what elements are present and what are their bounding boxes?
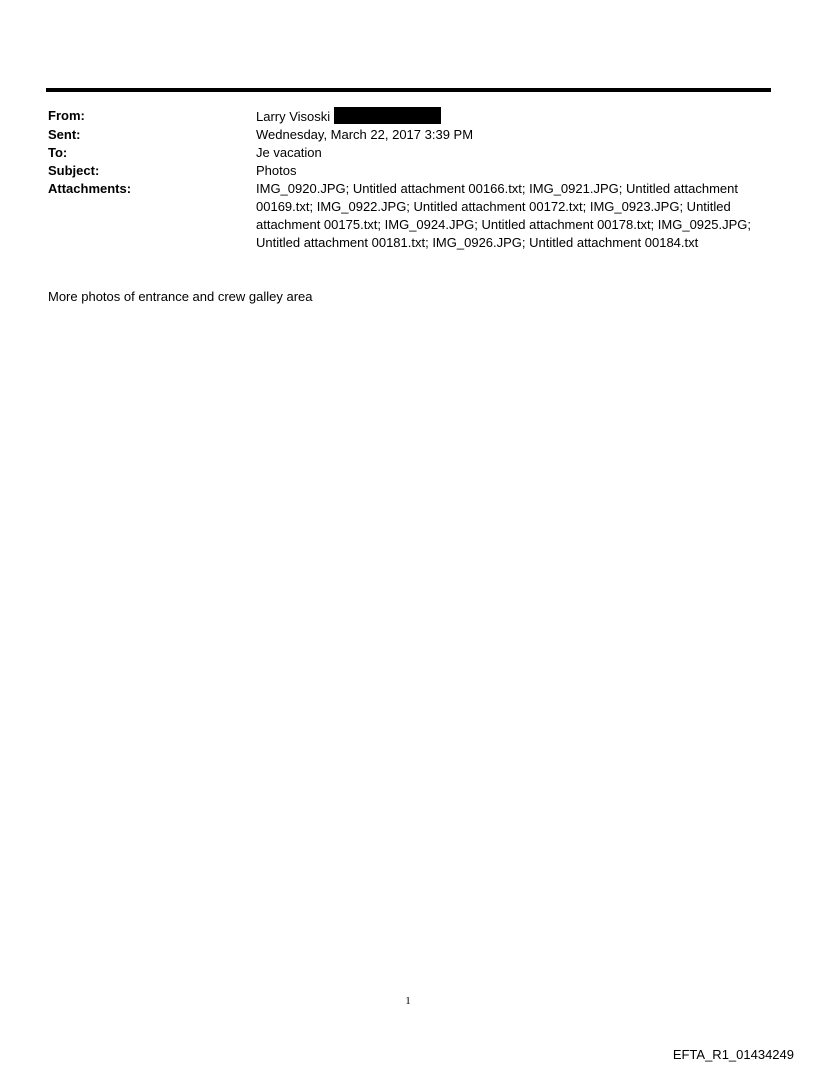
redaction-box <box>334 107 441 124</box>
from-value: Larry Visoski <box>256 109 331 124</box>
attachments-row <box>48 180 768 252</box>
page-number: 1 <box>405 995 411 1007</box>
subject-label: Subject: <box>48 163 100 178</box>
attachments-line: IMG_0920.JPG; Untitled attachment 00166.txt; IMG_0921.JPG; Untitled attachment <box>256 181 738 196</box>
from-label: From: <box>48 108 85 123</box>
subject-row <box>48 162 768 180</box>
to-row <box>48 144 768 162</box>
header-divider <box>46 88 771 92</box>
attachments-line: Untitled attachment 00181.txt; IMG_0926.JPG; Untitled attachment 00184.txt <box>256 235 699 250</box>
sent-row <box>48 126 768 144</box>
attachments-line: attachment 00175.txt; IMG_0924.JPG; Untitled attachment 00178.txt; IMG_0925.JPG; <box>256 217 751 232</box>
email-header <box>48 107 768 252</box>
from-row <box>48 107 768 126</box>
attachments-line: 00169.txt; IMG_0922.JPG; Untitled attachment 00172.txt; IMG_0923.JPG; Untitled <box>256 199 731 214</box>
bates-number: EFTA_R1_01434249 <box>672 1047 794 1062</box>
sent-label: Sent: <box>48 127 81 142</box>
attachments-label: Attachments: <box>48 181 132 196</box>
to-value: Je vacation <box>256 145 322 160</box>
subject-value: Photos <box>256 163 297 178</box>
attachments-list <box>256 180 768 252</box>
from-value-container <box>256 107 768 126</box>
email-body: More photos of entrance and crew galley area <box>48 289 313 304</box>
sent-value: Wednesday, March 22, 2017 3:39 PM <box>256 127 474 142</box>
to-label: To: <box>48 145 68 160</box>
